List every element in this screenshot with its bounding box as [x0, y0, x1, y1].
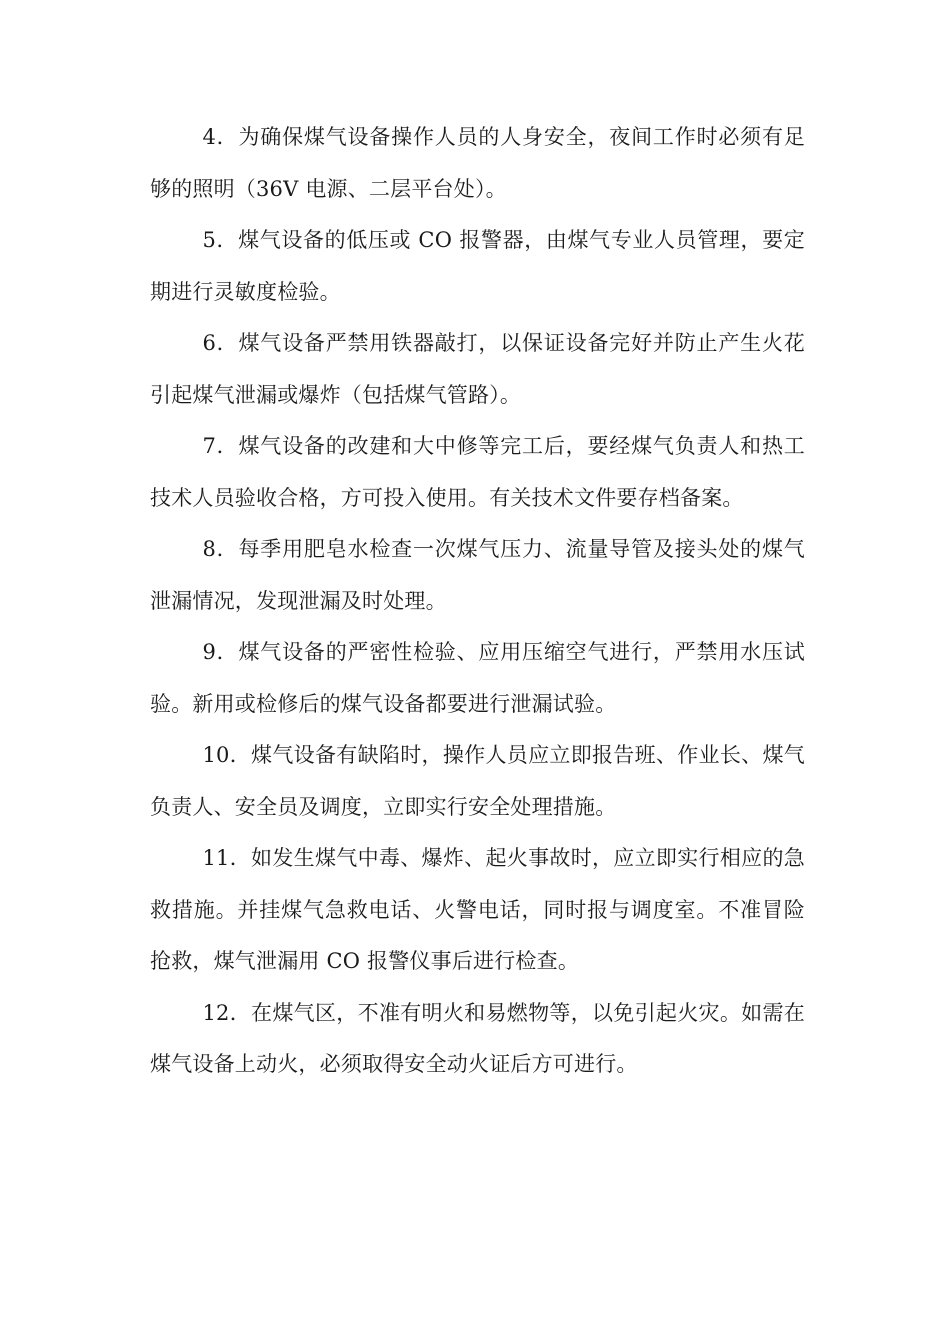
paragraph-item-6: 6．煤气设备严禁用铁器敲打，以保证设备完好并防止产生火花引起煤气泄漏或爆炸（包括煤气管路）。	[150, 331, 805, 407]
paragraph-item-5: 5．煤气设备的低压或 CO 报警器，由煤气专业人员管理，要定期进行灵敏度检验。	[150, 228, 805, 304]
paragraph-item-8: 8．每季用肥皂水检查一次煤气压力、流量导管及接头处的煤气泄漏情况，发现泄漏及时处理。	[150, 537, 805, 613]
paragraph-item-9: 9．煤气设备的严密性检验、应用压缩空气进行，严禁用水压试验。新用或检修后的煤气设备都要进行泄漏试验。	[150, 640, 805, 716]
paragraph-item-10: 10．煤气设备有缺陷时，操作人员应立即报告班、作业长、煤气负责人、安全员及调度，立即实行安全处理措施。	[150, 743, 805, 819]
paragraph-item-4: 4．为确保煤气设备操作人员的人身安全，夜间工作时必须有足够的照明（36V 电源、二层平台处）。	[150, 125, 805, 201]
paragraph-item-12: 12．在煤气区，不准有明火和易燃物等，以免引起火灾。如需在煤气设备上动火，必须取得安全动火证后方可进行。	[150, 1000, 805, 1076]
paragraph-item-7: 7．煤气设备的改建和大中修等完工后，要经煤气负责人和热工技术人员验收合格，方可投入使用。有关技术文件要存档备案。	[150, 434, 805, 510]
paragraph-item-11: 11．如发生煤气中毒、爆炸、起火事故时，应立即实行相应的急救措施。并挂煤气急救电话、火警电话，同时报与调度室。不准冒险抢救，煤气泄漏用 CO 报警仪事后进行检查。	[150, 846, 805, 973]
document-body	[150, 112, 805, 1091]
